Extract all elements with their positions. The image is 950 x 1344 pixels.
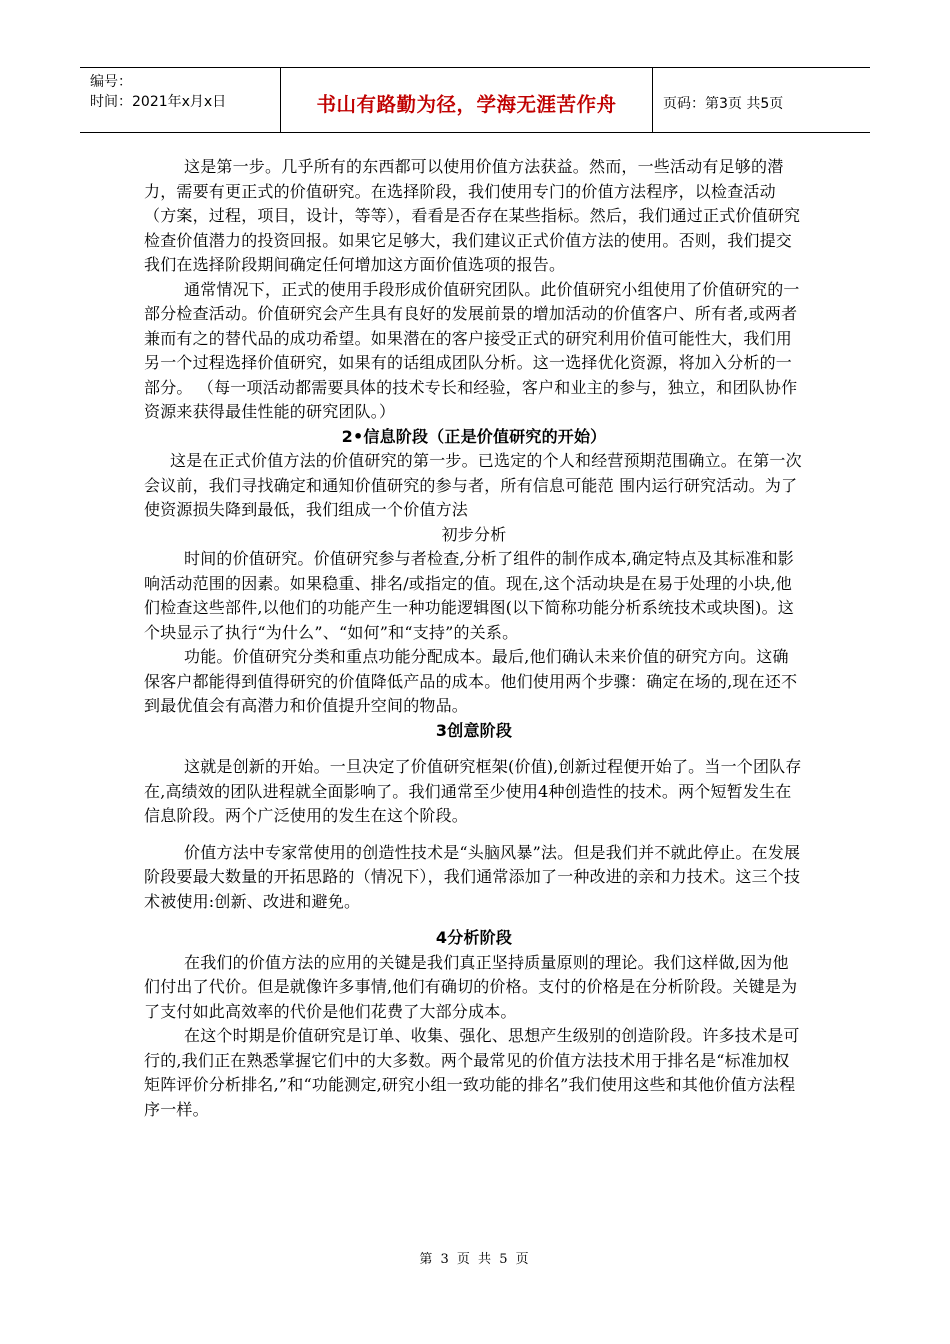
section-heading: 3创意阶段 [435, 720, 513, 740]
header-page-cell [653, 68, 870, 132]
paragraph: 这是第一步。几乎所有的东西都可以使用价值方法获益。然而，一些活动有足够的潜力，需要有更正式的价值研究。在选择阶段，我们使用专门的价值方法程序，以检查活动（方案，过程，项目，设计，等等），看看是否存在某些指标。然后，我们通过正式价值研究检查价值潜力的投资回报。如果它足够大，我们建议正式价值方法的使用。否则，我们提交我们在选择阶段期间确定任何增加这方面价值选项的报告。 [144, 157, 801, 274]
document-number-label: 编号： [90, 74, 132, 90]
paragraph: 在我们的价值方法的应用的关键是我们真正坚持质量原则的理论。我们这样做,因为他们付出了代价。但是就像许多事情,他们有确切的价格。支付的价格是在分析阶段。关键是为了支付如此高效率的代价是他们花费了大部分成本。 [144, 952, 798, 1021]
paragraph: 通常情况下，正式的使用手段形成价值研究团队。此价值研究小组使用了价值研究的一部分检查活动。价值研究会产生具有良好的发展前景的增加活动的价值客户、所有者,或两者兼而有之的替代品的成功希望。如果潜在的客户接受正式的研究利用价值可能性大，我们用另一个过程选择价值研究，如果有的话组成团队分析。这一选择优化资源，将加入分析的一部分。 （每一项活动都需要具体的技术专长和经验，客户和业主的参与，独立，和团队协作资源来获得最佳性能的研究团队。） [144, 279, 800, 421]
section-heading: 4分析阶段 [435, 928, 513, 947]
section-heading: 2•信息阶段（正是价值研究的开始） [341, 426, 607, 446]
paragraph: 价值方法中专家常使用的创造性技术是“头脑风暴”法。但是我们并不就此停止。在发展阶段要最大数量的开拓思路的（情况下），我们通常添加了一种改进的亲和力技术。这三个技术被使用:创新、改进和避免。 [144, 842, 801, 911]
header-left-cell [80, 68, 281, 132]
paragraph: 这就是创新的开始。一旦决定了价值研究框架(价值),创新过程便开始了。当一个团队存在,高绩效的团队进程就全面影响了。我们通常至少使用4种创造性的技术。两个短暂发生在信息阶段。两个广泛使用的发生在这个阶段。 [144, 757, 802, 825]
header-table [80, 67, 870, 133]
paragraph: 功能。价值研究分类和重点功能分配成本。最后,他们确认未来价值的研究方向。这确保客户都能得到值得研究的价值降低产品的成本。他们使用两个步骤：确定在场的,现在还不到最优值会有高潜力和价值提升空间的物品。 [144, 647, 798, 715]
paragraph: 这是在正式价值方法的价值研究的第一步。已选定的个人和经营预期范围确立。在第一次会议前，我们寻找确定和通知价值研究的参与者，所有信息可能范 围内运行研究活动。为了使资源损失降到最低，我们组成一个价值方法 [144, 451, 802, 519]
document-body [144, 155, 804, 1122]
header-motto: 书山有路勤为径，学海无涯苦作舟 [316, 93, 617, 116]
paragraph: 在这个时期是价值研究是订单、收集、强化、思想产生级别的创造阶段。许多技术是可行的,我们正在熟悉掌握它们中的大多数。两个最常见的价值方法技术用于排名是“标准加权矩阵评价分析排名,”和“功能测定,研究小组一致功能的排名”我们使用这些和其他价值方法程序一样。 [144, 1026, 800, 1119]
page-footer: 第 3 页 共 5 页 [419, 1252, 531, 1267]
paragraph-fragment: 初步分析 [441, 524, 507, 544]
header-motto-cell [281, 68, 653, 132]
header-page-info: 页码：第3页 共5页 [663, 96, 784, 112]
paragraph: 时间的价值研究。价值研究参与者检查,分析了组件的制作成本,确定特点及其标准和影响活动范围的因素。如果稳重、排名/或指定的值。现在,这个活动块是在易于处理的小块,他们检查这些部件,以他们的功能产生一种功能逻辑图(以下简称功能分析系统技术或块图)。这个块显示了执行“为什么”、“如何”和“支持”的关系。 [144, 549, 794, 642]
document-time-label: 时间：2021年x月x日 [90, 94, 227, 110]
